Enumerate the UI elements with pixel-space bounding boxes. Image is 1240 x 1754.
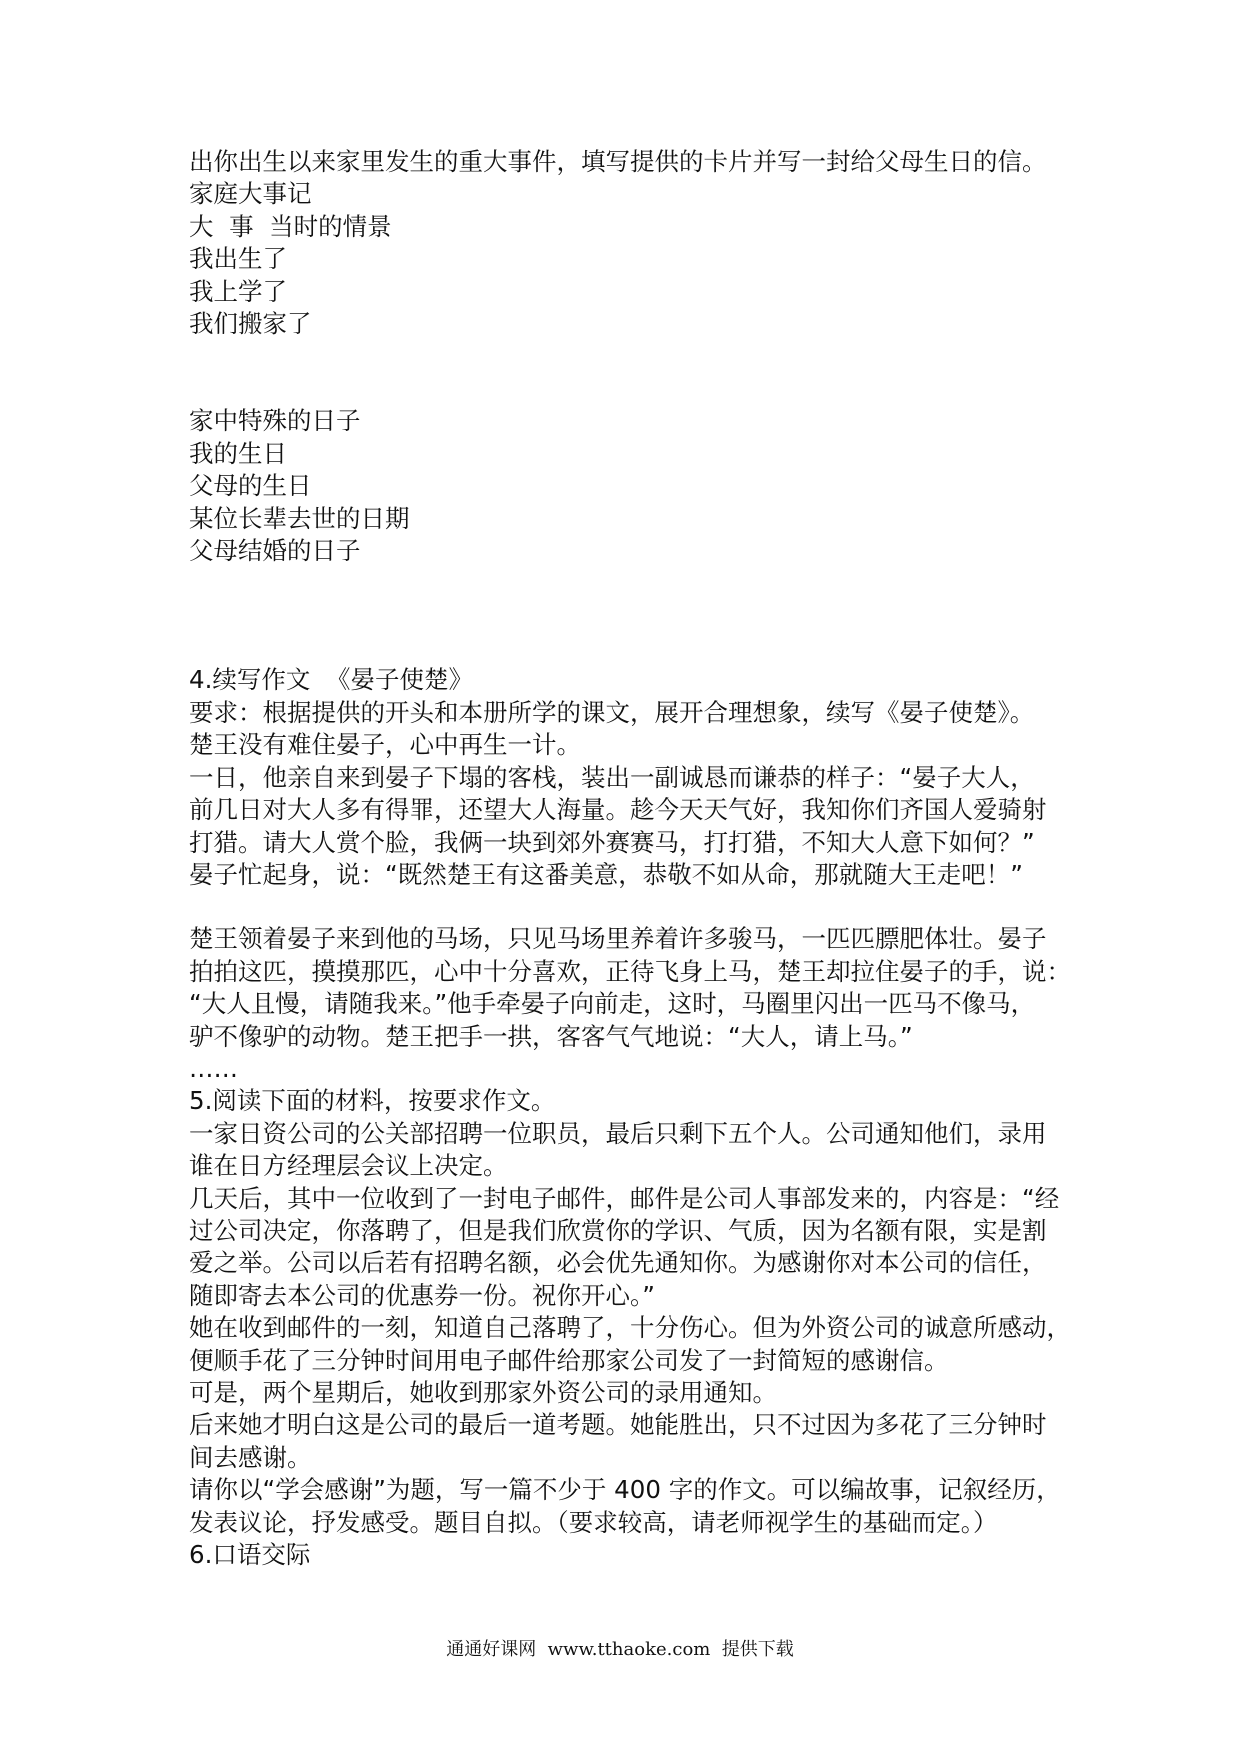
special-day-item: 父母的生日	[189, 471, 312, 501]
card-title: 家庭大事记	[189, 179, 312, 209]
section-5-line: 间去感谢。	[189, 1442, 312, 1472]
special-day-item: 某位长辈去世的日期	[189, 503, 410, 533]
section-6-title: 6.口语交际	[189, 1540, 311, 1570]
section-4-line: 要求：根据提供的开头和本册所学的课文，展开合理想象，续写《晏子使楚》。	[189, 697, 1035, 727]
section-4-line: 楚王没有难住晏子，心中再生一计。	[189, 730, 581, 760]
section-5-line: 便顺手花了三分钟时间用电子邮件给那家公司发了一封简短的感谢信。	[189, 1345, 949, 1375]
spacer	[189, 340, 1069, 405]
section-4-line: 打猎。请大人赏个脸，我俩一块到郊外赛赛马，打打猎，不知大人意下如何？”	[189, 827, 1035, 857]
section-5-line: 过公司决定，你落聘了，但是我们欣赏你的学识、气质，因为名额有限，实是割	[189, 1215, 1047, 1245]
section-4-line: “大人且慢，请随我来。”他手牵晏子向前走，这时，马圈里闪出一匹马不像马，	[189, 989, 1036, 1019]
spacer	[189, 891, 1069, 923]
section-4-line: 拍拍这匹，摸摸那匹，心中十分喜欢，正待飞身上马，楚王却拉住晏子的手，说：	[189, 956, 1071, 986]
section-5-line: 发表议论，抒发感受。题目自拟。（要求较高，请老师视学生的基础而定。）	[189, 1507, 998, 1537]
section-4-line: 晏子忙起身，说：“既然楚王有这番美意，恭敬不如从命，那就随大王走吧！”	[189, 859, 1023, 889]
document-body	[189, 146, 1069, 1571]
section-5-line: 请你以“学会感谢”为题，写一篇不少于 400 字的作文。可以编故事，记叙经历，	[189, 1475, 1061, 1505]
special-days-title: 家中特殊的日子	[189, 406, 361, 436]
section-5-title: 5.阅读下面的材料，按要求作文。	[189, 1086, 556, 1116]
event-item: 我们搬家了	[189, 309, 312, 339]
section-5-line: 几天后，其中一位收到了一封电子邮件，邮件是公司人事部发来的，内容是：“经	[189, 1183, 1060, 1213]
section-5-line: 谁在日方经理层会议上决定。	[189, 1151, 508, 1181]
spacer	[189, 567, 1069, 664]
page-footer: 通通好课网 www.tthaoke.com 提供下载	[446, 1639, 794, 1660]
section-5-line: 她在收到邮件的一刻，知道自己落聘了，十分伤心。但为外资公司的诚意所感动，	[189, 1313, 1071, 1343]
section-4-line: 一日，他亲自来到晏子下塌的客栈，装出一副诚恳而谦恭的样子：“晏子大人，	[189, 762, 1035, 792]
card-header: 大 事 当时的情景	[189, 211, 392, 241]
intro-line: 出你出生以来家里发生的重大事件，填写提供的卡片并写一封给父母生日的信。	[189, 147, 1047, 176]
section-5-line: 可是，两个星期后，她收到那家外资公司的录用通知。	[189, 1378, 777, 1407]
section-4-line: 楚王领着晏子来到他的马场，只见马场里养着许多骏马，一匹匹膘肥体壮。晏子	[189, 924, 1047, 954]
section-4-line: 前几日对大人多有得罪，还望大人海量。趁今天天气好，我知你们齐国人爱骑射	[189, 795, 1047, 825]
special-day-item: 父母结婚的日子	[189, 536, 361, 566]
event-item: 我上学了	[189, 276, 287, 306]
ellipsis: ……	[189, 1053, 238, 1083]
section-5-line: 随即寄去本公司的优惠券一份。祝你开心。”	[189, 1280, 655, 1310]
section-4-title: 4.续写作文 《晏子使楚》	[189, 665, 473, 695]
section-4-line: 驴不像驴的动物。楚王把手一拱，客客气气地说：“大人，请上马。”	[189, 1021, 913, 1051]
section-5-line: 爱之举。公司以后若有招聘名额，必会优先通知你。为感谢你对本公司的信任，	[189, 1248, 1047, 1278]
special-day-item: 我的生日	[189, 438, 287, 468]
section-5-line: 后来她才明白这是公司的最后一道考题。她能胜出，只不过因为多花了三分钟时	[189, 1410, 1047, 1440]
section-5-line: 一家日资公司的公关部招聘一位职员，最后只剩下五个人。公司通知他们，录用	[189, 1118, 1047, 1148]
event-item: 我出生了	[189, 244, 287, 274]
